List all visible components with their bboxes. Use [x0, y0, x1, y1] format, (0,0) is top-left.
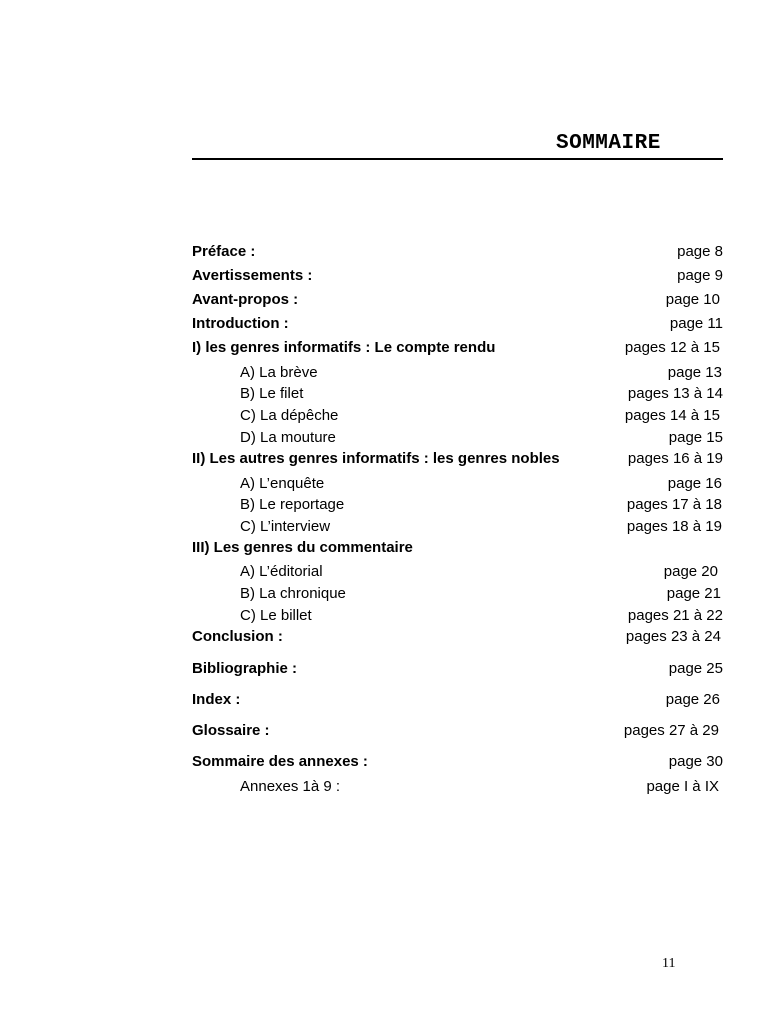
toc-subentry-depeche [0, 406, 768, 426]
toc-entry-label: A) L’enquête [240, 475, 325, 492]
toc-entry-label: Conclusion : [192, 628, 283, 645]
toc-subentry-mouture [0, 428, 768, 448]
page-title: SOMMAIRE [556, 132, 661, 155]
toc-entry-page: page 25 [668, 660, 723, 677]
toc-subentry-filet [0, 384, 768, 404]
toc-subentry-reportage [0, 495, 768, 515]
toc-entry-label: Introduction : [192, 315, 289, 332]
toc-subentry-chronique [0, 584, 768, 604]
toc-entry-label: III) Les genres du commentaire [192, 539, 413, 556]
toc-entry-page: page 8 [677, 243, 723, 260]
toc-entry-label: Index : [192, 691, 241, 708]
toc-entry-page: pages 27 à 29 [623, 722, 719, 739]
toc-subentry-annexes [0, 777, 768, 797]
toc-entry-label: Bibliographie : [192, 660, 297, 677]
toc-entry-label: C) La dépêche [240, 407, 339, 424]
toc-entry-page: page 30 [668, 753, 723, 770]
toc-entry-page: page 26 [665, 691, 720, 708]
toc-entry-label: A) La brève [240, 364, 318, 381]
toc-entry-label: D) La mouture [240, 429, 336, 446]
toc-entry-avertissements [0, 266, 768, 286]
toc-entry-page: page 9 [677, 267, 723, 284]
toc-entry-page: pages 17 à 18 [626, 496, 722, 513]
toc-entry-glossaire [0, 721, 768, 741]
toc-entry-preface [0, 242, 768, 262]
toc-entry-label: Avant-propos : [192, 291, 299, 308]
toc-entry-introduction [0, 314, 768, 334]
toc-subentry-editorial [0, 562, 768, 582]
toc-entry-page: pages 13 à 14 [627, 385, 723, 402]
toc-entry-part-1 [0, 338, 768, 358]
toc-subentry-enquete [0, 474, 768, 494]
toc-entry-page: pages 21 à 22 [627, 607, 723, 624]
toc-entry-page: page 15 [668, 429, 723, 446]
toc-entry-page: pages 18 à 19 [626, 518, 722, 535]
toc-entry-page: page 20 [663, 563, 718, 580]
toc-entry-page: page 11 [669, 315, 723, 332]
toc-entry-label: I) les genres informatifs : Le compte rendu [192, 339, 496, 356]
toc-entry-part-2 [0, 449, 768, 469]
toc-entry-label: B) Le reportage [240, 496, 345, 513]
toc-entry-label: Préface : [192, 243, 256, 260]
toc-entry-page: pages 14 à 15 [624, 407, 720, 424]
toc-entry-label: C) L’interview [240, 518, 331, 535]
toc-entry-page: pages 12 à 15 [624, 339, 720, 356]
toc-entry-label: B) Le filet [240, 385, 304, 402]
toc-entry-label: C) Le billet [240, 607, 312, 624]
toc-entry-avant-propos [0, 290, 768, 310]
toc-subentry-breve [0, 363, 768, 383]
toc-entry-label: Annexes 1à 9 : [240, 778, 341, 795]
toc-entry-conclusion [0, 627, 768, 647]
toc-entry-index [0, 690, 768, 710]
toc-subentry-interview [0, 517, 768, 537]
toc-entry-part-3 [0, 538, 768, 558]
toc-entry-page: page 16 [667, 475, 722, 492]
toc-entry-label: B) La chronique [240, 585, 346, 602]
toc-entry-sommaire-annexes [0, 752, 768, 772]
toc-entry-page: page 10 [665, 291, 720, 308]
toc-subentry-billet [0, 606, 768, 626]
toc-entry-label: A) L’éditorial [240, 563, 323, 580]
toc-entry-page: page 13 [667, 364, 722, 381]
toc-entry-label: Sommaire des annexes : [192, 753, 368, 770]
toc-entry-label: II) Les autres genres informatifs : les genres nobles [192, 450, 560, 467]
toc-entry-page: page I à IX [646, 778, 719, 795]
toc-entry-page: pages 16 à 19 [627, 450, 723, 467]
toc-entry-label: Glossaire : [192, 722, 270, 739]
toc-entry-page: page 21 [666, 585, 721, 602]
toc-entry-label: Avertissements : [192, 267, 313, 284]
toc-entry-page: pages 23 à 24 [625, 628, 721, 645]
toc-entry-bibliographie [0, 659, 768, 679]
page-number: 11 [662, 956, 676, 971]
